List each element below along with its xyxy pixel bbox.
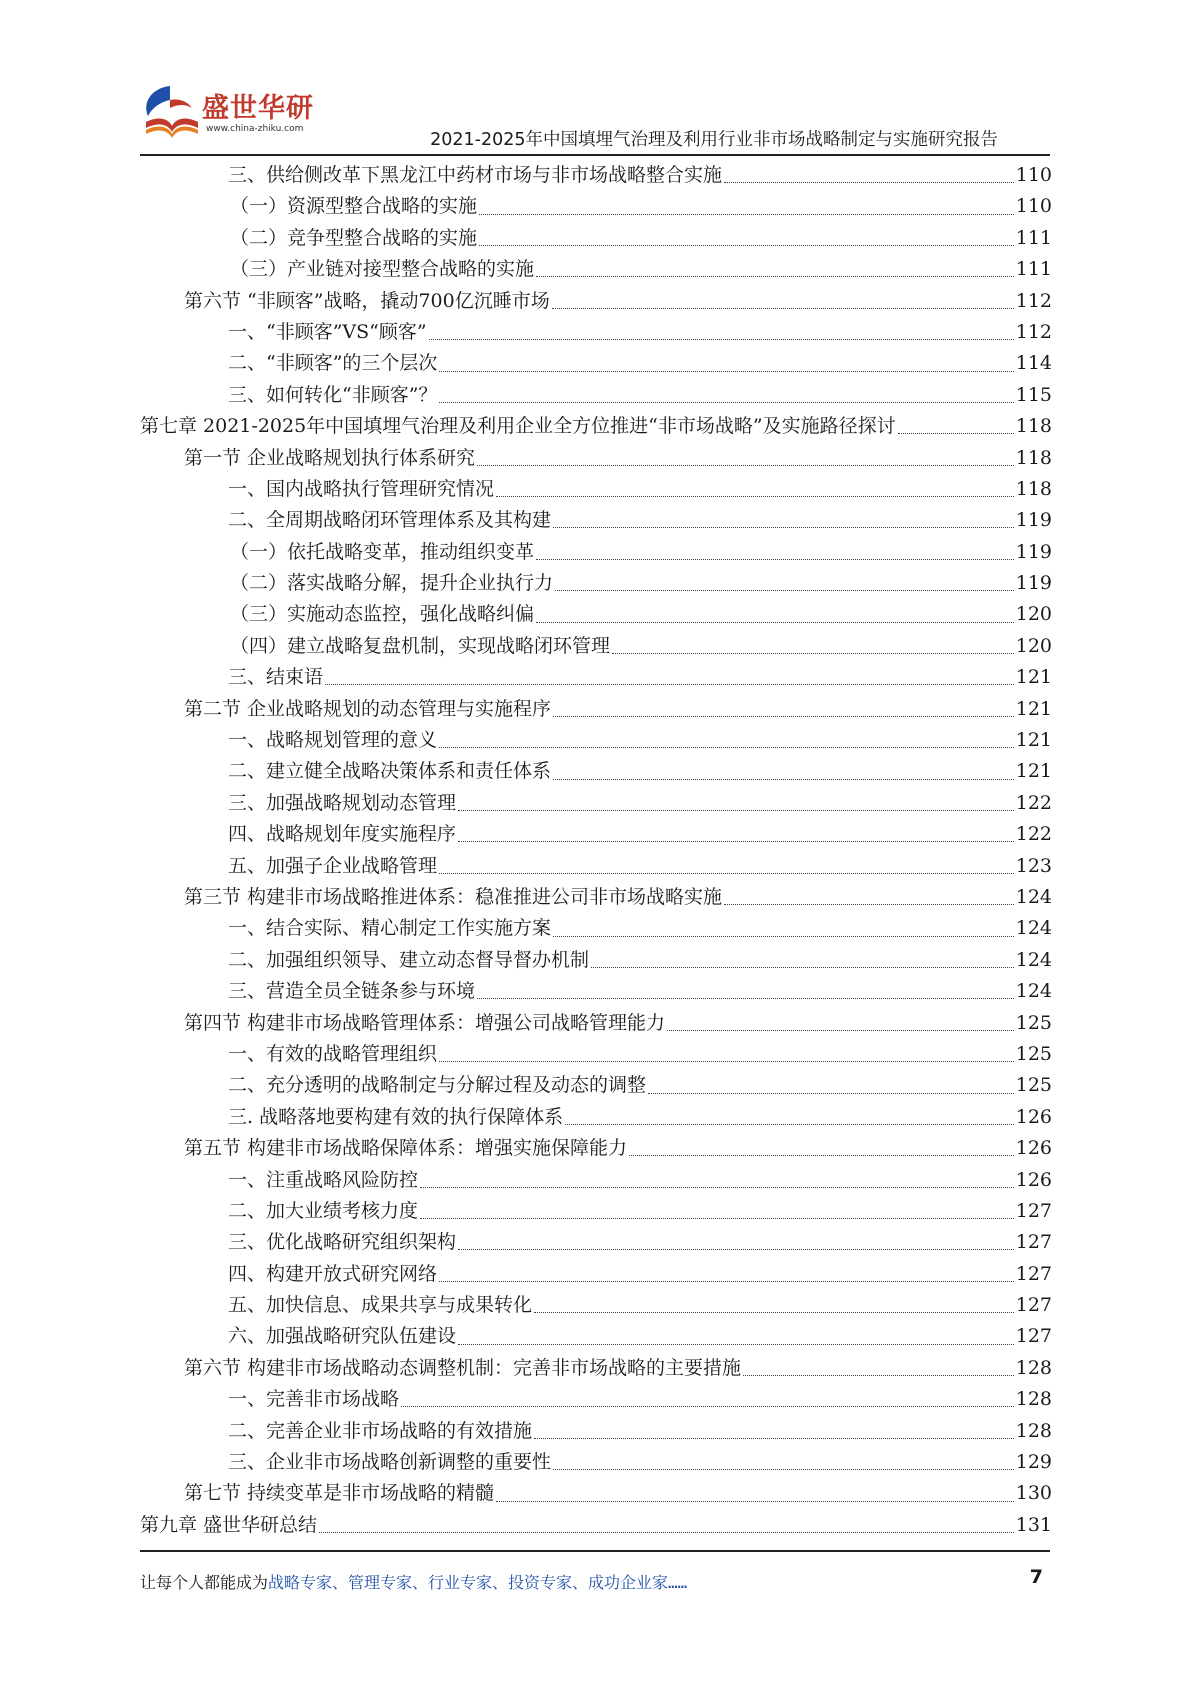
toc-entry-page: 118 xyxy=(1015,415,1052,438)
toc-entry-page: 128 xyxy=(1015,1356,1052,1379)
toc-entry[interactable] xyxy=(140,474,1052,505)
toc-entry[interactable] xyxy=(140,1259,1052,1290)
toc-entry-label: 第二节 企业战略规划的动态管理与实施程序 xyxy=(184,697,552,720)
toc-entry-label: 三、如何转化“非顾客”？ xyxy=(228,383,438,406)
toc-entry[interactable] xyxy=(140,443,1052,474)
toc-entry[interactable] xyxy=(140,191,1052,222)
toc-leader-dots xyxy=(496,496,1014,497)
toc-entry[interactable] xyxy=(140,1290,1052,1321)
toc-leader-dots xyxy=(458,1344,1014,1345)
toc-entry[interactable] xyxy=(140,1008,1052,1039)
toc-entry-label: 二、“非顾客”的三个层次 xyxy=(228,352,438,375)
footer-slogan-highlight: 战略专家、管理专家、行业专家、投资专家、成功企业家…… xyxy=(268,1573,688,1592)
toc-entry-page: 130 xyxy=(1015,1482,1052,1505)
toc-entry-label: 第七节 持续变革是非市场战略的精髓 xyxy=(184,1482,495,1505)
toc-entry[interactable] xyxy=(140,505,1052,536)
toc-entry-page: 111 xyxy=(1015,258,1052,281)
toc-leader-dots xyxy=(667,1030,1014,1031)
toc-leader-dots xyxy=(536,622,1014,623)
toc-entry-page: 128 xyxy=(1015,1419,1052,1442)
toc-leader-dots xyxy=(553,779,1014,780)
toc-entry[interactable] xyxy=(140,223,1052,254)
toc-leader-dots xyxy=(591,967,1014,968)
toc-entry-label: 第三节 构建非市场战略推进体系：稳准推进公司非市场战略实施 xyxy=(184,885,723,908)
toc-entry-label: （二）竞争型整合战略的实施 xyxy=(230,226,478,249)
toc-entry-label: 二、全周期战略闭环管理体系及其构建 xyxy=(228,509,552,532)
logo-url: www.china-zhiku.com xyxy=(206,124,304,134)
toc-entry[interactable] xyxy=(140,913,1052,944)
toc-entry-label: 二、充分透明的战略制定与分解过程及动态的调整 xyxy=(228,1074,647,1097)
toc-entry-page: 120 xyxy=(1015,634,1052,657)
toc-entry[interactable] xyxy=(140,788,1052,819)
toc-entry[interactable] xyxy=(140,976,1052,1007)
toc-entry-page: 112 xyxy=(1015,320,1052,343)
toc-leader-dots xyxy=(555,590,1014,591)
toc-leader-dots xyxy=(565,1124,1014,1125)
page-number: 7 xyxy=(1029,1566,1043,1588)
toc-entry[interactable] xyxy=(140,599,1052,630)
toc-entry[interactable] xyxy=(140,1165,1052,1196)
toc-entry-label: 三. 战略落地要构建有效的执行保障体系 xyxy=(228,1105,564,1128)
toc-entry-label: 第九章 盛世华研总结 xyxy=(140,1513,318,1536)
toc-entry-page: 114 xyxy=(1015,352,1052,375)
toc-entry-page: 110 xyxy=(1015,195,1052,218)
toc-entry[interactable] xyxy=(140,160,1052,191)
toc-leader-dots xyxy=(429,339,1014,340)
toc-entry[interactable] xyxy=(140,694,1052,725)
toc-entry-label: （三）产业链对接型整合战略的实施 xyxy=(230,258,535,281)
toc-entry-page: 119 xyxy=(1015,572,1052,595)
toc-leader-dots xyxy=(479,214,1014,215)
toc-leader-dots xyxy=(534,1312,1014,1313)
toc-entry-page: 118 xyxy=(1015,477,1052,500)
toc-entry-label: 四、战略规划年度实施程序 xyxy=(228,823,457,846)
toc-leader-dots xyxy=(648,1093,1014,1094)
toc-leader-dots xyxy=(612,653,1014,654)
toc-entry[interactable] xyxy=(140,1478,1052,1509)
toc-entry[interactable] xyxy=(140,1227,1052,1258)
toc-entry[interactable] xyxy=(140,537,1052,568)
footer-divider xyxy=(140,1550,1050,1552)
toc-entry-label: 二、加强组织领导、建立动态督导督办机制 xyxy=(228,948,590,971)
toc-entry-label: 三、加强战略规划动态管理 xyxy=(228,791,457,814)
toc-leader-dots xyxy=(553,936,1014,937)
toc-entry-page: 121 xyxy=(1015,729,1052,752)
toc-entry-label: 一、国内战略执行管理研究情况 xyxy=(228,477,495,500)
toc-entry-page: 125 xyxy=(1015,1042,1052,1065)
toc-entry-page: 118 xyxy=(1015,446,1052,469)
toc-entry-page: 131 xyxy=(1015,1513,1052,1536)
toc-entry-label: 第一节 企业战略规划执行体系研究 xyxy=(184,446,476,469)
toc-entry-label: 第五节 构建非市场战略保障体系：增强实施保障能力 xyxy=(184,1137,628,1160)
toc-leader-dots xyxy=(458,810,1014,811)
toc-entry[interactable] xyxy=(140,1321,1052,1352)
toc-entry[interactable] xyxy=(140,1353,1052,1384)
toc-leader-dots xyxy=(439,873,1014,874)
table-of-contents xyxy=(140,160,1052,1541)
toc-entry-label: 第六节 构建非市场战略动态调整机制：完善非市场战略的主要措施 xyxy=(184,1356,742,1379)
toc-entry-page: 127 xyxy=(1015,1262,1052,1285)
toc-entry-page: 125 xyxy=(1015,1074,1052,1097)
toc-entry-label: 五、加强子企业战略管理 xyxy=(228,854,438,877)
toc-entry-label: 五、加快信息、成果共享与成果转化 xyxy=(228,1294,533,1317)
toc-entry-page: 126 xyxy=(1015,1168,1052,1191)
toc-entry-label: 一、战略规划管理的意义 xyxy=(228,729,438,752)
toc-leader-dots xyxy=(458,841,1014,842)
toc-entry-page: 112 xyxy=(1015,289,1052,312)
toc-entry-page: 125 xyxy=(1015,1011,1052,1034)
toc-leader-dots xyxy=(743,1375,1014,1376)
toc-leader-dots xyxy=(325,684,1014,685)
toc-leader-dots xyxy=(458,1249,1014,1250)
toc-entry[interactable] xyxy=(140,851,1052,882)
toc-entry-label: 三、优化战略研究组织架构 xyxy=(228,1231,457,1254)
toc-entry[interactable] xyxy=(140,1416,1052,1447)
toc-leader-dots xyxy=(439,402,1013,403)
toc-entry-page: 123 xyxy=(1015,854,1052,877)
toc-entry[interactable] xyxy=(140,1102,1052,1133)
toc-entry[interactable] xyxy=(140,286,1052,317)
toc-leader-dots xyxy=(629,1155,1014,1156)
toc-leader-dots xyxy=(724,182,1014,183)
toc-leader-dots xyxy=(439,747,1014,748)
toc-entry-page: 121 xyxy=(1015,666,1052,689)
toc-entry-page: 124 xyxy=(1015,885,1052,908)
toc-entry-label: 第七章 2021-2025年中国填埋气治理及利用企业全方位推进“非市场战略”及实施路径探讨 xyxy=(140,415,896,438)
toc-leader-dots xyxy=(536,559,1014,560)
toc-entry-label: 二、完善企业非市场战略的有效措施 xyxy=(228,1419,533,1442)
toc-leader-dots xyxy=(420,1218,1014,1219)
toc-leader-dots xyxy=(553,1469,1014,1470)
toc-entry[interactable] xyxy=(140,631,1052,662)
toc-entry-label: 三、供给侧改革下黑龙江中药材市场与非市场战略整合实施 xyxy=(228,164,723,186)
toc-entry-label: 第六节 “非顾客”战略，撬动700亿沉睡市场 xyxy=(184,289,550,312)
toc-entry-label: 四、构建开放式研究网络 xyxy=(228,1262,438,1285)
toc-entry[interactable] xyxy=(140,1133,1052,1164)
toc-entry-label: 一、有效的战略管理组织 xyxy=(228,1042,438,1065)
toc-entry-page: 119 xyxy=(1015,540,1052,563)
toc-leader-dots xyxy=(401,1406,1014,1407)
toc-leader-dots xyxy=(420,1187,1014,1188)
toc-entry-page: 120 xyxy=(1015,603,1052,626)
toc-leader-dots xyxy=(553,527,1014,528)
toc-entry-page: 127 xyxy=(1015,1199,1052,1222)
toc-entry-label: 第四节 构建非市场战略管理体系：增强公司战略管理能力 xyxy=(184,1011,666,1034)
toc-entry[interactable] xyxy=(140,882,1052,913)
toc-leader-dots xyxy=(477,465,1014,466)
toc-entry[interactable] xyxy=(140,317,1052,348)
toc-leader-dots xyxy=(496,1501,1014,1502)
toc-entry[interactable] xyxy=(140,411,1052,442)
toc-entry-page: 121 xyxy=(1015,697,1052,720)
toc-entry-label: （一）资源型整合战略的实施 xyxy=(230,195,478,218)
toc-entry[interactable] xyxy=(140,819,1052,850)
toc-entry[interactable] xyxy=(140,1039,1052,1070)
toc-leader-dots xyxy=(553,716,1014,717)
logo-name: 盛世华研 xyxy=(202,93,314,124)
toc-entry-page: 122 xyxy=(1015,823,1052,846)
toc-entry[interactable] xyxy=(140,1510,1052,1541)
toc-entry-page: 124 xyxy=(1015,917,1052,940)
logo-book-icon xyxy=(140,82,204,144)
toc-leader-dots xyxy=(439,1061,1014,1062)
toc-entry-label: （三）实施动态监控，强化战略纠偏 xyxy=(230,603,535,626)
toc-entry[interactable] xyxy=(140,568,1052,599)
toc-entry-page: 110 xyxy=(1015,164,1052,186)
logo xyxy=(140,82,314,144)
toc-leader-dots xyxy=(534,1438,1014,1439)
toc-entry-label: 二、加大业绩考核力度 xyxy=(228,1199,419,1222)
toc-entry-page: 126 xyxy=(1015,1105,1052,1128)
toc-entry-page: 126 xyxy=(1015,1137,1052,1160)
toc-leader-dots xyxy=(724,904,1014,905)
toc-entry-label: 一、完善非市场战略 xyxy=(228,1388,400,1411)
toc-entry-label: （二）落实战略分解，提升企业执行力 xyxy=(230,572,554,595)
toc-entry[interactable] xyxy=(140,1384,1052,1415)
footer-slogan-prefix: 让每个人都能成为 xyxy=(140,1573,269,1592)
toc-leader-dots xyxy=(319,1532,1014,1533)
toc-leader-dots xyxy=(439,371,1013,372)
toc-entry-page: 124 xyxy=(1015,948,1052,971)
toc-entry-page: 127 xyxy=(1015,1325,1052,1348)
toc-entry-page: 127 xyxy=(1015,1231,1052,1254)
report-title: 2021-2025年中国填埋气治理及利用行业非市场战略制定与实施研究报告 xyxy=(430,130,998,150)
toc-entry-label: 六、加强战略研究队伍建设 xyxy=(228,1325,457,1348)
toc-entry-label: 一、结合实际、精心制定工作实施方案 xyxy=(228,917,552,940)
toc-leader-dots xyxy=(898,433,1014,434)
toc-entry[interactable] xyxy=(140,1196,1052,1227)
toc-entry-label: 三、营造全员全链条参与环境 xyxy=(228,980,476,1003)
toc-entry[interactable] xyxy=(140,662,1052,693)
toc-entry-page: 124 xyxy=(1015,980,1052,1003)
toc-leader-dots xyxy=(536,276,1014,277)
toc-entry[interactable] xyxy=(140,725,1052,756)
toc-entry[interactable] xyxy=(140,1447,1052,1478)
toc-entry-page: 119 xyxy=(1015,509,1052,532)
toc-entry[interactable] xyxy=(140,254,1052,285)
toc-entry-page: 127 xyxy=(1015,1294,1052,1317)
toc-entry[interactable] xyxy=(140,348,1052,379)
toc-leader-dots xyxy=(479,245,1014,246)
footer-slogan xyxy=(140,1570,687,1593)
toc-entry-page: 129 xyxy=(1015,1451,1052,1474)
toc-entry-page: 122 xyxy=(1015,791,1052,814)
toc-entry-label: 三、结束语 xyxy=(228,666,324,689)
toc-entry-label: 一、注重战略风险防控 xyxy=(228,1168,419,1191)
toc-entry-page: 115 xyxy=(1015,383,1052,406)
toc-entry[interactable] xyxy=(140,1070,1052,1101)
toc-entry-page: 128 xyxy=(1015,1388,1052,1411)
toc-leader-dots xyxy=(477,998,1014,999)
toc-entry-label: （一）依托战略变革，推动组织变革 xyxy=(230,540,535,563)
toc-entry-page: 111 xyxy=(1015,226,1052,249)
toc-entry[interactable] xyxy=(140,756,1052,787)
toc-leader-dots xyxy=(439,1281,1014,1282)
toc-entry-page: 121 xyxy=(1015,760,1052,783)
toc-entry-label: 三、企业非市场战略创新调整的重要性 xyxy=(228,1451,552,1474)
toc-leader-dots xyxy=(552,308,1014,309)
toc-entry-label: （四）建立战略复盘机制，实现战略闭环管理 xyxy=(230,634,611,657)
toc-entry-label: 一、“非顾客”VS“顾客” xyxy=(228,320,427,343)
toc-entry[interactable] xyxy=(140,945,1052,976)
header-divider xyxy=(140,154,1050,156)
toc-entry-label: 二、建立健全战略决策体系和责任体系 xyxy=(228,760,552,783)
toc-entry[interactable] xyxy=(140,380,1052,411)
